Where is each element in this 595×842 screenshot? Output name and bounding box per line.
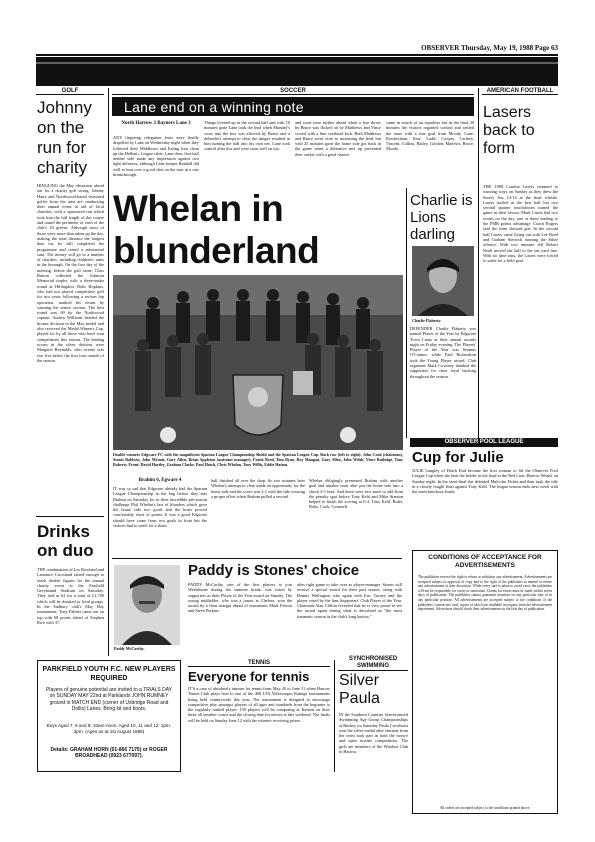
parkfield-contact: Details: GRAHAM HORN (01-866 7175) or ROGER BROADHEAD (0923 677097). [50, 747, 168, 760]
column-rule-mid [406, 188, 407, 438]
parkfield-heading: PARKFIELD YOUTH F.C. NEW PLAYERS REQUIRED [42, 666, 176, 682]
masthead-stripe [36, 62, 558, 64]
lasers-category: AMERICAN FOOTBALL [482, 88, 558, 95]
charlie-story: DEFENDER Charlie Flaherty was named Player of the Year by Edgware Town Lions at their annual awards night on Friday evening. The Players' Player of the Year was Seamus O'Connor, while Paul Richardson took the Young Player award. Club organiser Mark Cowdrey thanked the supporters for their loyal backing throughout the season. [410, 326, 476, 379]
team-photo-image [113, 275, 403, 450]
swimming-category: SYNCHRONISED SWIMMING [338, 656, 408, 671]
conditions-box [412, 550, 558, 814]
whelan-col-3: Whelan obligingly presented Brahim with another goal and another soon after put the home side into a shock 4-1 lead. And there were two more to add from the penalty spot before Tony Keld and Mike Stanton helped to finish the scoring at 6-4. Tony Keld, Rider, Bobs, Cook, Comstell. [309, 478, 403, 510]
pool-headline: Cup for Julie [412, 449, 504, 466]
team-photo-caption: Double winners Edgware FC with the magnificent Spartan League Championship Shield and the Spartan League Cup. Back row (left to right): John Cook (chairman), Stuart Baldwin, John Mynott, Gary Allen, Brian Appleton (assistant manager), Frank Reed, Tom Ryan, Roy Mangan, Gary Allen, John Welsh, Vince Rutledge, Tony Roberts. Front: David Hartley, Graham Clarke, Paul Hatch, Chris Whelan, Tony Willis, Eddie Hatton. [113, 452, 403, 467]
tennis-story: IT'S a case of absolutely anyone for tennis from May 20 to June 11 when Harrow Tennis Club plays host to one of the 400 LTA Volkswagen Ratings tournaments being held countrywide this year. The tournament is designed to encourage competitive play amongst players of all ages and standards from the beginner to the regularly ranked player. 130 players will be competing at Kenton on their three all weather courts and the closing date for entries is this weekend. The finals will be held on Sunday June 12 with the winners receiving prizes. [188, 686, 330, 723]
golf-headline: Johnny on the run for charity [37, 98, 92, 177]
swimming-headline: Silver Paula [339, 672, 380, 707]
stones-col-1: PADDY McCarthy, one of the first players to join Wealdstone during the summer break, was voted by supporters as their Player of the Year award on Sunday. The young midfielder, who was a junior at Chelsea, won the award by a clear margin ahead of teammates Mark Fenton and Steve Perkins. [188, 582, 292, 614]
flaherty-caption: Charlie Flaherty. [412, 318, 442, 323]
conditions-heading: CONDITIONS OF ACCEPTANCE FOR ADVERTISEMENTS [428, 554, 542, 569]
pool-story: JULIE Langley of Hatch End became the first woman to lift the Observer Pool League Cup when she beat the holder in the final at the Red Lion, Harrow Weald, on Sunday night. In the semi-final she defeated Malcolm Fisher and then took the title in a closely fought final against Tony Keld. The league season ends next week with the team knockout finals. [412, 468, 558, 495]
soccer-banner-text: Lane end on a winning note [124, 99, 304, 115]
soccer-category: SOCCER [112, 88, 474, 95]
drinks-headline: Drinks on duo [37, 522, 94, 560]
soccer-col-2: Things livened up in the second half and with 10 minutes gone Lane took the lead when Monday's cross into the box was allowed by Bravo and a defender's attempt to clear the danger resulted in him turning the ball into his own net. Lane took control after this and were soon well on top. [204, 120, 290, 152]
parkfield-body: Players of genuine potential are invited to a TRIALS DAY on SUNDAY MAY 22nd at Parklands JOHN RUMNEY ground in MATCH END (corner of Uxbridge Road and Dollis) Lanes. Bring kit and boots. [46, 687, 172, 712]
whelan-headline: Whelan in blunderland [113, 188, 320, 271]
whelan-result: Brahim 6, Egware 4 [138, 478, 182, 483]
stones-divider [112, 558, 402, 559]
conditions-text: The publishers reserve the right to refuse or withdraw any advertisement. Advertisements are accepted subject to approval of copy and to the right of the publishers to amend or refuse any advertisement at their discretion. While every care is taken to avoid error, the publishers will not be responsible for errors or omissions. Claims for errors must be made within seven days of publication. The publishers cannot guarantee insertion on any particular date or in any particular position. All advertisements are accepted subject to the conditions of the publishers' current rate card, copies of which are available on request from the advertisement department. Advertisers should check their advertisement on the first day of publication. [418, 575, 552, 612]
golf-divider [36, 516, 104, 517]
column-rule-left [108, 88, 109, 656]
mccarthy-photo [114, 565, 180, 645]
flaherty-photo-image [412, 246, 474, 316]
drinks-story: THE combination of Les Rowland and Laurance Crossland raised enough to reach double figures for the annual charity event at the Fairfield Greyhound Stadium on Saturday. They tied as 62 for a total of £1,700 which will be donated to local groups. In the Sudbury club's May Day tournament, Tony Palmer came out on top with 68 points ahead of Stephen Rice with 37. [37, 567, 104, 625]
stones-col-2: after right game to take over as player-manager. Stones will receive a special award for their past season, along with Dennis Wellington who again with Eric Turney and the player voted by the fans Supporters' Club Player of the Year. Chairman Alan Clifton revealed that he is very proud to see the award again during what is described as "the most traumatic season in the club's long history." [297, 582, 402, 619]
golf-category: GOLF [36, 88, 104, 95]
mccarthy-caption: Paddy McCarthy. [114, 646, 145, 651]
column-rule-bottom [334, 660, 335, 772]
soccer-banner [112, 97, 474, 116]
lasers-story: THE 1988 London Lasers returned to winning ways on Sunday as they drew the Surrey Jets 14-14 at the final whistle. Lasers trailed in the first half but two second quarter touchdowns turned the game in their favour. Mark Curtis had two scores on the day, one of them leading to the FMB points advantage. Coach Rogers said the team showed grit. In the second half Lasers came flying out with Lee Reed and Graham Sterrock running the Sabre offence. With two minutes left Robert Neall moved the ball to the ten yard line. With no time outs, the Lasers were forced to settle for a field goal. [483, 184, 558, 264]
charlie-headline: Charlie is Lions darling [410, 192, 473, 243]
column-rule-right [478, 88, 479, 438]
parkfield-ad [37, 660, 181, 772]
pool-category: OBSERVER POOL LEAGUE [410, 438, 558, 447]
soccer-col-4: came in search of an equaliser but in the final 20 minutes the visitors regained control and settled the issue with a fine goal from Moody. Lane: Rowbotham, Kerr, Ludd, Cooper, Carthey, Vincent, Collins, Bailey, Gordon, Mattews, Bruce, Moody. [386, 120, 474, 152]
swimming-story: IN the Southern Counties Synchronised Swimming Age Group Championships at Bushey on Saturday Paula Crowhurst won the silver medal after entrants from her team took part in both the novice and open routine competitions. The girls are members of the Windsor Club in Harrow. [339, 712, 408, 755]
conditions-footer: All orders are accepted subject to the conditions printed above. [439, 806, 531, 810]
whelan-col-1: IT was so sad that Edgware already had the Spartan League Championship in the bag before they met Brahim on Saturday for in their incredible pre-season challenge Phil Whelan's last of blunders which gave the home side two goals and the hosts proved comfortably short of points. It was a good Edgware should have come from two goals in front but the visitors had to settle for a share. [113, 486, 207, 529]
golf-story: HINGLING the May obsession ahead out for a charity golf swing. Johnny Haire and Northwood-based seasoned golfer from the area are conducting their annual event in aid of local charities, with a sponsored run which took him the full length of the course and round the perimeter of each of the club's 18 greens. Although most of those were more than taken up the day, making the total distance the longest thus far, he still completed the programme and raised a substantial sum. The money will go to a number of charities, including children's units in the borough. On the first day of the meeting, before the golf came, Chris Barron collected the Johnson Memorial trophy with a three-under round at Hillingdon. Bobs Hopkins, who had not played competitive golf for two years following a serious hip operation, marked his return by winning the senior section. The best round was 69 by the Northwood captain. Audrey Williams headed the bronze division in the May medal and also received the Medal Winners Cup, played for by all those who have won competitions this season. The leading scores in the silver division were Margaret Reynolds, who twenty was two five below the first four rounds of the season. [37, 183, 104, 363]
team-photo [113, 275, 403, 450]
flaherty-photo [412, 246, 474, 316]
soccer-col-3: and soon were further ahead when a free throw by Bruce was flicked on by Matthews and Vince scored with a fine overhead kick. Both Matthews and Bruce went close to increasing the lead, but with 25 minutes gone the home side got back in the game when a defensive mix up presented their striker with a good chance. [295, 120, 381, 157]
parkfield-ages: Boys Aged 7, 8 and 9: 10am-noon. Aged 10, 11 and 12: 1pm-3pm. (Ages as at 1st August 1988) [46, 723, 172, 734]
soccer-col-1: ANY lingering relegation fears were finally dispelled by Lane on Wednesday night when they followed their Middlesex and Ealing four clean up the Hellenic League table. Lane drew first half neither side made any impression against two tight defences, although Lane keeper Randall did well to turn over a good shot on the turn in a rare breakthrough. [113, 135, 199, 178]
mccarthy-photo-image [114, 565, 180, 645]
page-folio: OBSERVER Thursday, May 19, 1988 Page 63 [421, 44, 558, 52]
lasers-headline: Lasers back to form [483, 104, 535, 157]
stones-headline: Paddy is Stones' choice [188, 562, 360, 579]
tennis-category: TENNIS [188, 660, 330, 667]
header-rule [36, 54, 558, 56]
tennis-headline: Everyone for tennis [188, 669, 310, 684]
soccer-result: North Harrow 3 Bayners Lane 3 [121, 121, 191, 126]
whelan-col-2: half finished all over the shop. So two minutes later Whelan's attempt to clear made an opportunity for the home side and the score was 2-1 with the side wearing a proper effort when Brahim pulled a second. [211, 478, 305, 499]
